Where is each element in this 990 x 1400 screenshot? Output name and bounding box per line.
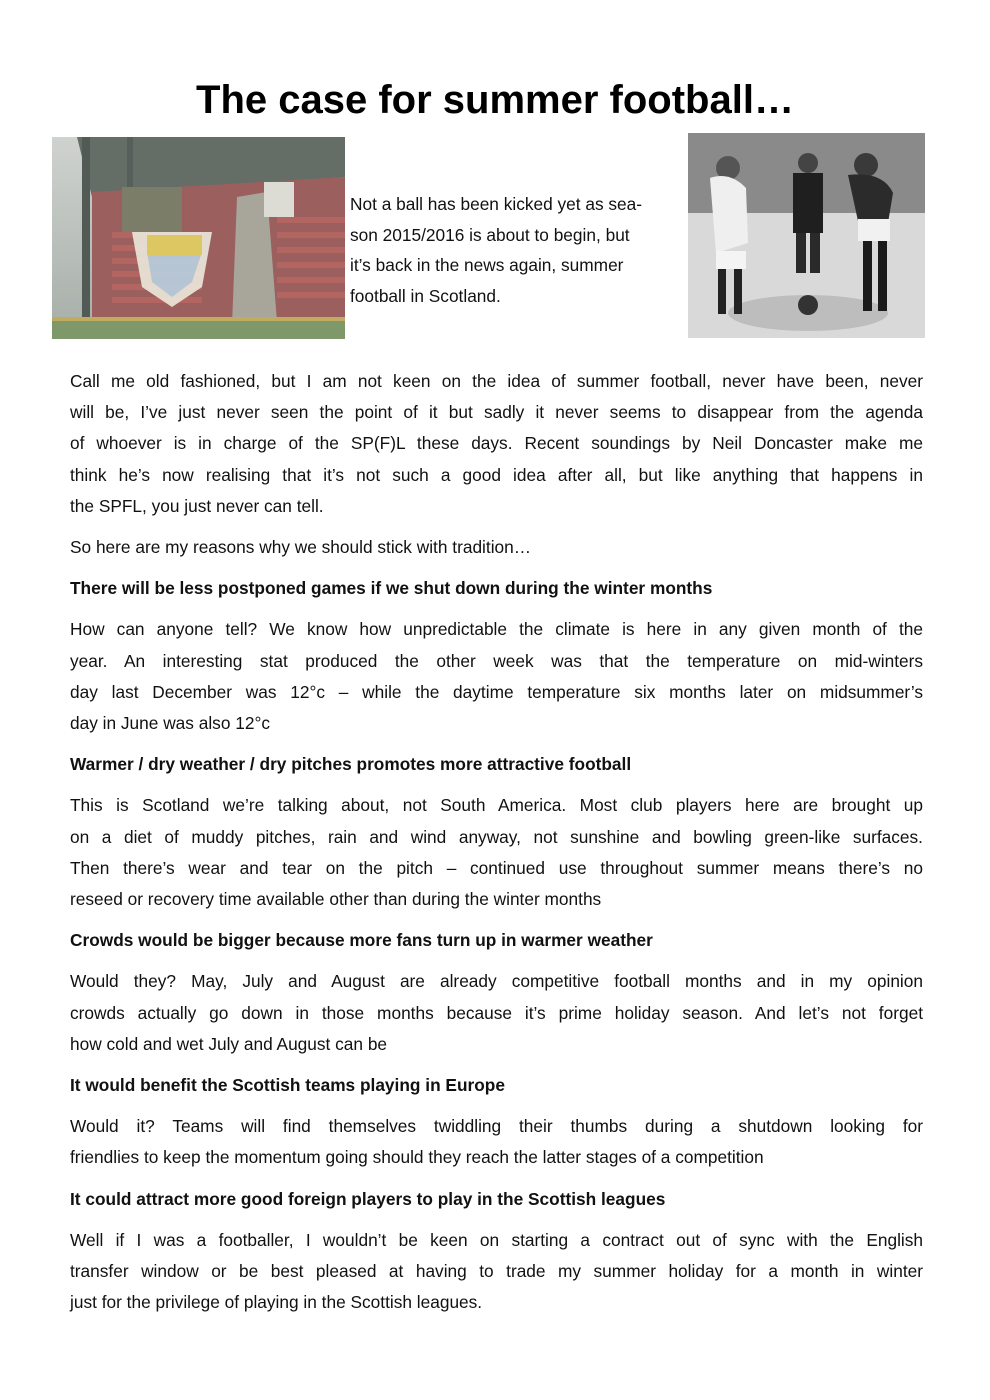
article-body	[70, 366, 923, 1328]
text-line: So here are my reasons why we should stick with tradition…	[70, 537, 532, 558]
paragraph-foreign-players	[70, 1225, 923, 1319]
paragraph-postponed-games	[70, 614, 923, 739]
text-line: day in June was also 12°c	[70, 713, 271, 734]
text-line: think he’s now realising that it’s not such a good idea after all, but like anything that happens in	[70, 464, 923, 485]
text-line: This is Scotland we’re talking about, not South America. Most club players here are brought up	[70, 795, 923, 816]
heading-attractive-football: Warmer / dry weather / dry pitches promotes more attractive football	[70, 754, 632, 775]
paragraph-attractive-football	[70, 790, 923, 915]
paragraph-reasons	[70, 532, 923, 563]
heading-crowds: Crowds would be bigger because more fans turn up in warmer weather	[70, 930, 653, 951]
paragraph-intro	[70, 366, 923, 522]
text-line: of whoever is in charge of the SP(F)L these days. Recent soundings by Neil Doncaster make me	[70, 433, 923, 454]
text-line: How can anyone tell? We know how unpredictable the climate is here in any given month of the	[70, 619, 923, 640]
text-line: year. An interesting stat produced the other week was that the temperature on mid-winters	[70, 650, 923, 671]
intro-text	[350, 189, 684, 311]
paragraph-crowds	[70, 966, 923, 1060]
text-line: Call me old fashioned, but I am not keen on the idea of summer football, never have been, never	[70, 371, 923, 391]
paragraph-europe	[70, 1111, 923, 1173]
text-line: on a diet of muddy pitches, rain and wind anyway, not sunshine and bowling green-like surfaces.	[70, 826, 923, 847]
intro-line: football in Scotland.	[350, 285, 501, 306]
page-title: The case for summer football…	[196, 78, 794, 122]
text-line: how cold and wet July and August can be	[70, 1033, 388, 1054]
text-line: Well if I was a footballer, I wouldn’t be keen on starting a contract out of sync with the English	[70, 1229, 923, 1250]
text-line: the SPFL, you just never can tell.	[70, 495, 324, 516]
stadium-stand-photo	[52, 137, 345, 339]
text-line: just for the privilege of playing in the Scottish leagues.	[70, 1292, 483, 1313]
intro-line: son 2015/2016 is about to begin, but	[350, 224, 630, 245]
text-line: transfer window or be best pleased at having to trade my summer holiday for a month in winter	[70, 1261, 923, 1282]
text-line: Would they? May, July and August are already competitive football months and in my opinion	[70, 971, 923, 992]
heading-foreign-players: It could attract more good foreign players to play in the Scottish leagues	[70, 1188, 666, 1209]
text-line: day last December was 12°c – while the daytime temperature six months later on midsummer’s	[70, 681, 923, 702]
text-line: will be, I’ve just never seen the point of it but sadly it never seems to disappear from the agenda	[70, 402, 923, 423]
text-line: Would it? Teams will find themselves twiddling their thumbs during a shutdown looking for	[70, 1116, 923, 1137]
text-line: reseed or recovery time available other than during the winter months	[70, 889, 602, 910]
snow-pitch-kickoff-photo	[688, 133, 925, 338]
heading-postponed-games: There will be less postponed games if we shut down during the winter months	[70, 578, 713, 599]
text-line: crowds actually go down in those months because it’s prime holiday season. And let’s not forget	[70, 1002, 923, 1023]
text-line: friendlies to keep the momentum going should they reach the latter stages of a competition	[70, 1147, 764, 1168]
intro-line: it’s back in the news again, summer	[350, 255, 624, 275]
heading-europe: It would benefit the Scottish teams playing in Europe	[70, 1075, 505, 1096]
intro-line: Not a ball has been kicked yet as sea-	[350, 194, 643, 214]
text-line: Then there’s wear and tear on the pitch – continued use throughout summer means there’s no	[70, 857, 923, 878]
